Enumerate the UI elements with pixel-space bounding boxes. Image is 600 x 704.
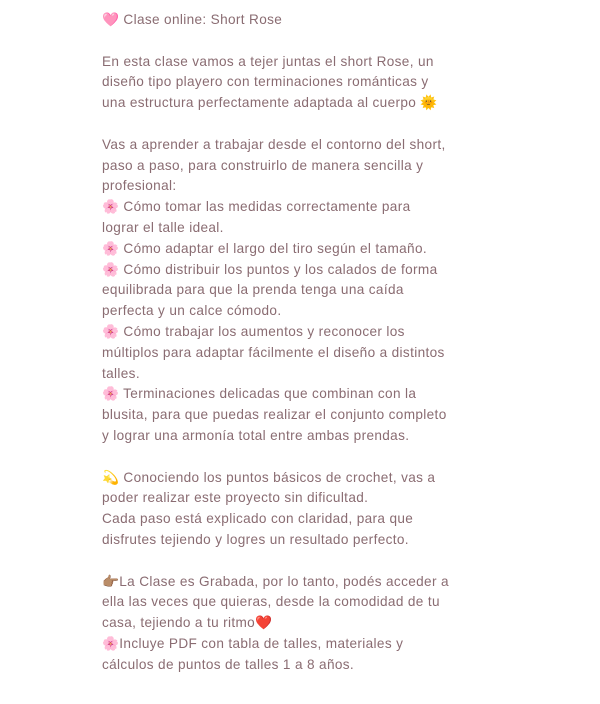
text-line: Cada paso está explicado con claridad, para que — [102, 511, 414, 527]
text-line: 🌸Incluye PDF con tabla de talles, materiales y — [102, 635, 404, 651]
description-title: 🩷 Clase online: Short Rose — [102, 12, 283, 27]
text-line: Vas a aprender a trabajar desde el contorno del short, — [102, 136, 446, 152]
text-line: cálculos de puntos de talles 1 a 8 años. — [102, 656, 355, 672]
info-paragraph — [102, 572, 462, 676]
bullet-line: 🌸 Cómo adaptar el largo del tiro según el tamaño. — [102, 240, 428, 256]
text-line: una estructura perfectamente adaptada al cuerpo 🌞 — [102, 95, 438, 111]
bullet-line: 🌸 Terminaciones delicadas que combinan con la — [102, 386, 417, 402]
text-line: En esta clase vamos a tejer juntas el short Rose, un — [102, 53, 434, 69]
text-line: 💫 Conociendo los puntos básicos de crochet, vas a — [102, 469, 436, 485]
text-line: profesional: — [102, 178, 177, 194]
text-line: lograr el talle ideal. — [102, 219, 224, 235]
learn-paragraph — [102, 135, 462, 447]
text-line: ella las veces que quieras, desde la comodidad de tu — [102, 594, 440, 610]
paragraph-gap — [102, 447, 462, 468]
product-description — [102, 10, 462, 676]
paragraph-gap — [102, 551, 462, 572]
intro-paragraph — [102, 52, 462, 114]
text-line: diseño tipo playero con terminaciones románticas y — [102, 74, 429, 90]
bullet-line: 🌸 Cómo distribuir los puntos y los calados de forma — [102, 261, 438, 277]
text-line: paso a paso, para construirlo de manera sencilla y — [102, 157, 424, 173]
text-line: 👉🏽La Clase es Grabada, por lo tanto, podés acceder a — [102, 573, 449, 589]
paragraph-gap — [102, 31, 462, 52]
text-line: blusita, para que puedas realizar el conjunto completo — [102, 407, 447, 423]
bullet-line: 🌸 Cómo tomar las medidas correctamente para — [102, 199, 411, 215]
text-line: equilibrada para que la prenda tenga una caída — [102, 282, 404, 298]
text-line: casa, tejiendo a tu ritmo❤️ — [102, 615, 273, 631]
bullet-line: 🌸 Cómo trabajar los aumentos y reconocer los — [102, 323, 405, 339]
text-line: perfecta y un calce cómodo. — [102, 303, 282, 319]
text-line: talles. — [102, 365, 140, 381]
paragraph-gap — [102, 114, 462, 135]
basics-paragraph — [102, 468, 462, 551]
text-line: poder realizar este proyecto sin dificultad. — [102, 490, 369, 506]
text-line: múltiplos para adaptar fácilmente el diseño a distintos — [102, 344, 445, 360]
text-line: y lograr una armonía total entre ambas prendas. — [102, 427, 410, 443]
text-line: disfrutes tejiendo y logres un resultado perfecto. — [102, 531, 409, 547]
